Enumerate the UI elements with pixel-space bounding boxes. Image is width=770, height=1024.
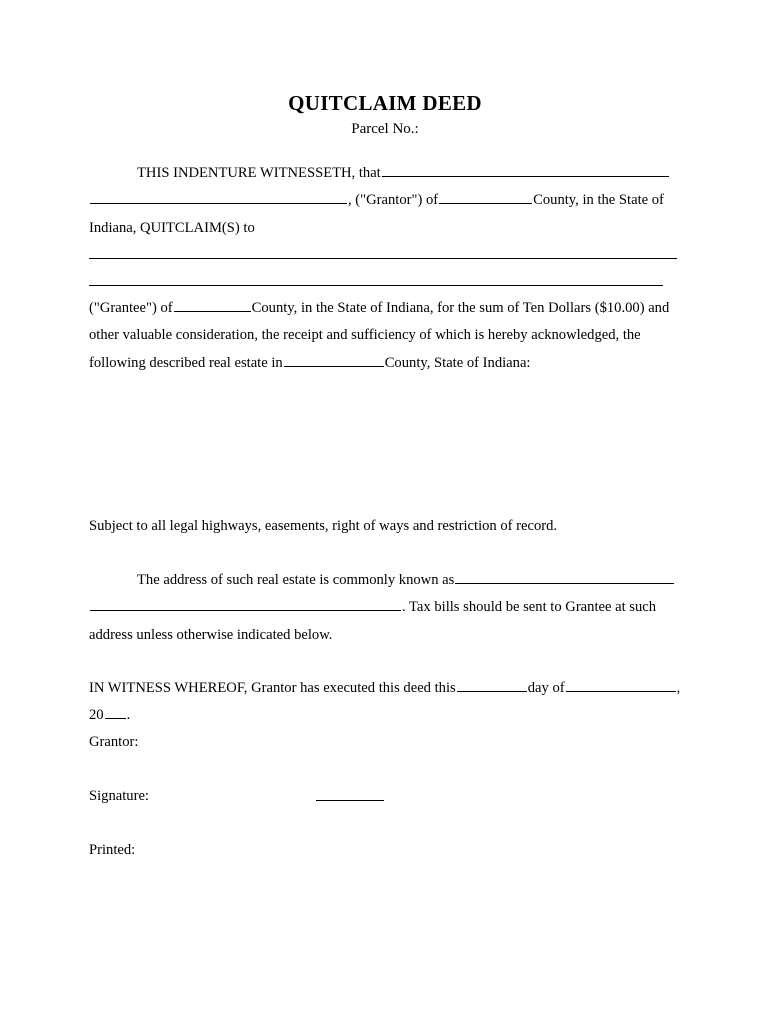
tax-bills-text: . Tax bills should be sent to Grantee at such <box>402 599 657 616</box>
address-text <box>89 567 678 649</box>
grantor-county-blank[interactable] <box>439 189 532 204</box>
grantor-tag-text: , ("Grantor") of <box>348 192 439 209</box>
address-lead-text: The address of such real estate is commonly known as <box>137 572 455 588</box>
address-paragraph <box>89 567 678 649</box>
grantee-name-blank-1[interactable] <box>90 244 516 259</box>
described-tail-text: County, State of Indiana: <box>384 354 531 371</box>
day-of-text: day of <box>527 680 565 696</box>
indenture-lead-text: THIS INDENTURE WITNESSETH, that <box>137 165 381 181</box>
indenture-paragraph <box>89 160 678 269</box>
witness-period-text: . <box>126 707 131 724</box>
real-estate-county-blank[interactable] <box>284 352 384 367</box>
grantee-paragraph <box>89 295 678 377</box>
grantee-name-rule-3[interactable] <box>89 285 663 286</box>
described-lead-text: following described real estate in <box>89 354 283 371</box>
property-address-blank-1[interactable] <box>455 569 674 584</box>
grantee-text <box>89 295 678 377</box>
grantee-county-blank[interactable] <box>174 297 251 312</box>
grantor-name-blank-1[interactable] <box>382 162 669 177</box>
consideration-text: other valuable consideration, the receipt and sufficiency of which is hereby acknowledged, the <box>89 327 641 344</box>
witness-paragraph <box>89 675 689 730</box>
subject-to-text: Subject to all legal highways, easements, right of ways and restriction of record. <box>89 518 558 534</box>
witness-lead-text: IN WITNESS WHEREOF, Grantor has executed this deed this <box>89 680 456 696</box>
grantee-tag-text: ("Grantee") of <box>89 300 173 316</box>
grantor-county-state-text: County, in the State of <box>533 192 664 209</box>
grantee-name-rule-2[interactable] <box>89 258 677 259</box>
subject-to-paragraph <box>89 513 678 540</box>
property-address-blank-2[interactable] <box>90 596 401 611</box>
signature-line[interactable] <box>316 800 384 801</box>
year-prefix-text: , 20 <box>89 680 681 724</box>
title-block <box>0 92 770 138</box>
grantor-label: Grantor: <box>89 734 139 750</box>
indiana-quitclaim-text: Indiana, QUITCLAIM(S) to <box>89 219 255 236</box>
address-closing-text: address unless otherwise indicated below. <box>89 626 333 643</box>
page-title: QUITCLAIM DEED <box>288 91 482 115</box>
grantor-name-blank-2[interactable] <box>90 189 347 204</box>
execution-year-blank[interactable] <box>105 704 126 719</box>
parcel-number-label: Parcel No.: <box>351 121 419 138</box>
witness-text <box>89 675 689 730</box>
indenture-text <box>89 160 678 269</box>
printed-name-label: Printed: <box>89 842 136 858</box>
signature-label: Signature: <box>89 788 149 804</box>
execution-month-blank[interactable] <box>566 677 676 692</box>
grantee-sum-text: County, in the State of Indiana, for the sum of Ten Dollars ($10.00) and <box>251 300 670 316</box>
execution-day-blank[interactable] <box>457 677 527 692</box>
